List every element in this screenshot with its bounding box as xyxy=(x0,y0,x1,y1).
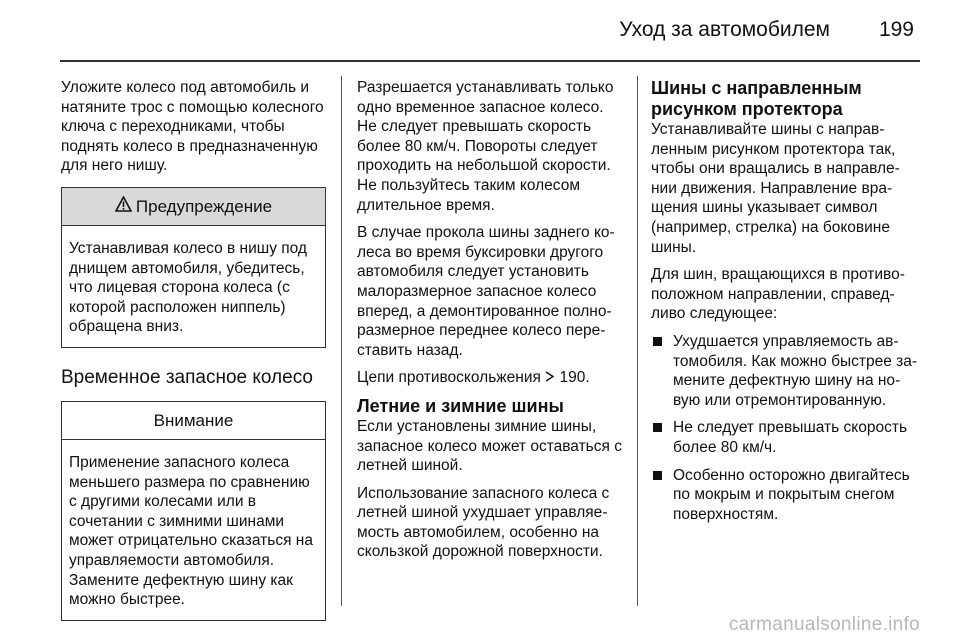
watermark: carmanualsonline.info xyxy=(728,614,920,635)
reference-text: Цепи противоскольжения xyxy=(357,369,541,387)
section-heading: Шины с направленным рисунком протектора xyxy=(651,78,862,119)
section-title: Временное запасное колесо xyxy=(61,366,313,388)
paragraph: Устанавливайте шины с направленным рисунком протектора так, чтобы они вращались в направлении движения. Направление вращения шины указывает символ (например, стрелка) на боковине шины. xyxy=(651,121,900,256)
header-rule xyxy=(60,60,920,62)
caution-box xyxy=(61,401,326,621)
bullet-list xyxy=(651,332,919,524)
paragraph: В случае прокола шины заднего колеса во время буксировки другого автомобиля следует установить малоразмерное запасное колесо вперед, а демонтированное полноразмерное переднее колесо переставить назад. xyxy=(357,224,615,359)
caution-header xyxy=(62,402,325,440)
page-header xyxy=(0,0,960,64)
paragraph: Разрешается устанавливать только одно временное запасное колесо. Не следует превышать скорость более 80 км/ч. Повороты следует проходить на небольшой скорости. Не пользуйтесь таким колесом длительное время. xyxy=(357,79,614,214)
list-item: Ухудшается управляемость автомобиля. Как можно быстрее замените дефектную шину на новую или отремонтированную. xyxy=(651,332,919,410)
warning-header xyxy=(62,188,325,226)
reference-page: 190. xyxy=(559,369,590,387)
paragraph: Использование запасного колеса с летней шиной ухудшает управляемость автомобилем, особенно на скользкой дорожной поверхности. xyxy=(357,484,610,561)
page-number: 199 xyxy=(878,18,914,41)
column-1 xyxy=(61,78,326,639)
square-bullet-icon xyxy=(653,337,662,346)
page-arrow-icon xyxy=(545,368,555,388)
paragraph: Для шин, вращающихся в противоположном направлении, справедливо следующее: xyxy=(651,266,905,323)
section-heading: Летние и зимние шины xyxy=(357,395,564,416)
cross-reference[interactable] xyxy=(357,368,622,388)
column-divider xyxy=(341,76,342,606)
warning-box xyxy=(61,187,326,348)
square-bullet-icon xyxy=(653,423,662,432)
warning-title: Предупреждение xyxy=(135,196,273,216)
caution-title: Внимание xyxy=(153,410,234,430)
header-title: Уход за автомобилем xyxy=(619,18,830,41)
column-divider xyxy=(637,76,638,606)
warning-text: Устанавливая колесо в нишу под днищем автомобиля, убедитесь, что лицевая сторона колеса (с которой расположен ниппель) обращена вниз. xyxy=(69,239,307,336)
square-bullet-icon xyxy=(653,471,662,480)
intro-paragraph: Уложите колесо под автомобиль и натяните трос с помощью колесного ключа с переходниками, чтобы поднять колесо в предназначенную для него нишу. xyxy=(61,79,324,175)
list-item: Не следует превышать скорость более 80 км/ч. xyxy=(651,418,919,457)
caution-text: Применение запасного колеса меньшего размера по сравнению с другими колесами или в сочетании с зимними шинами может отрицательно сказаться на управляемости автомобиля. Замените дефектную шину как можно быстрее. xyxy=(69,453,313,609)
column-2 xyxy=(357,78,622,570)
list-item: Особенно осторожно двигайтесь по мокрым и покрытым снегом поверхностям. xyxy=(651,466,919,525)
paragraph: Если установлены зимние шины, запасное колесо может оставаться с летней шиной. xyxy=(357,417,622,475)
column-3 xyxy=(651,78,919,532)
warning-triangle-icon xyxy=(115,196,132,217)
